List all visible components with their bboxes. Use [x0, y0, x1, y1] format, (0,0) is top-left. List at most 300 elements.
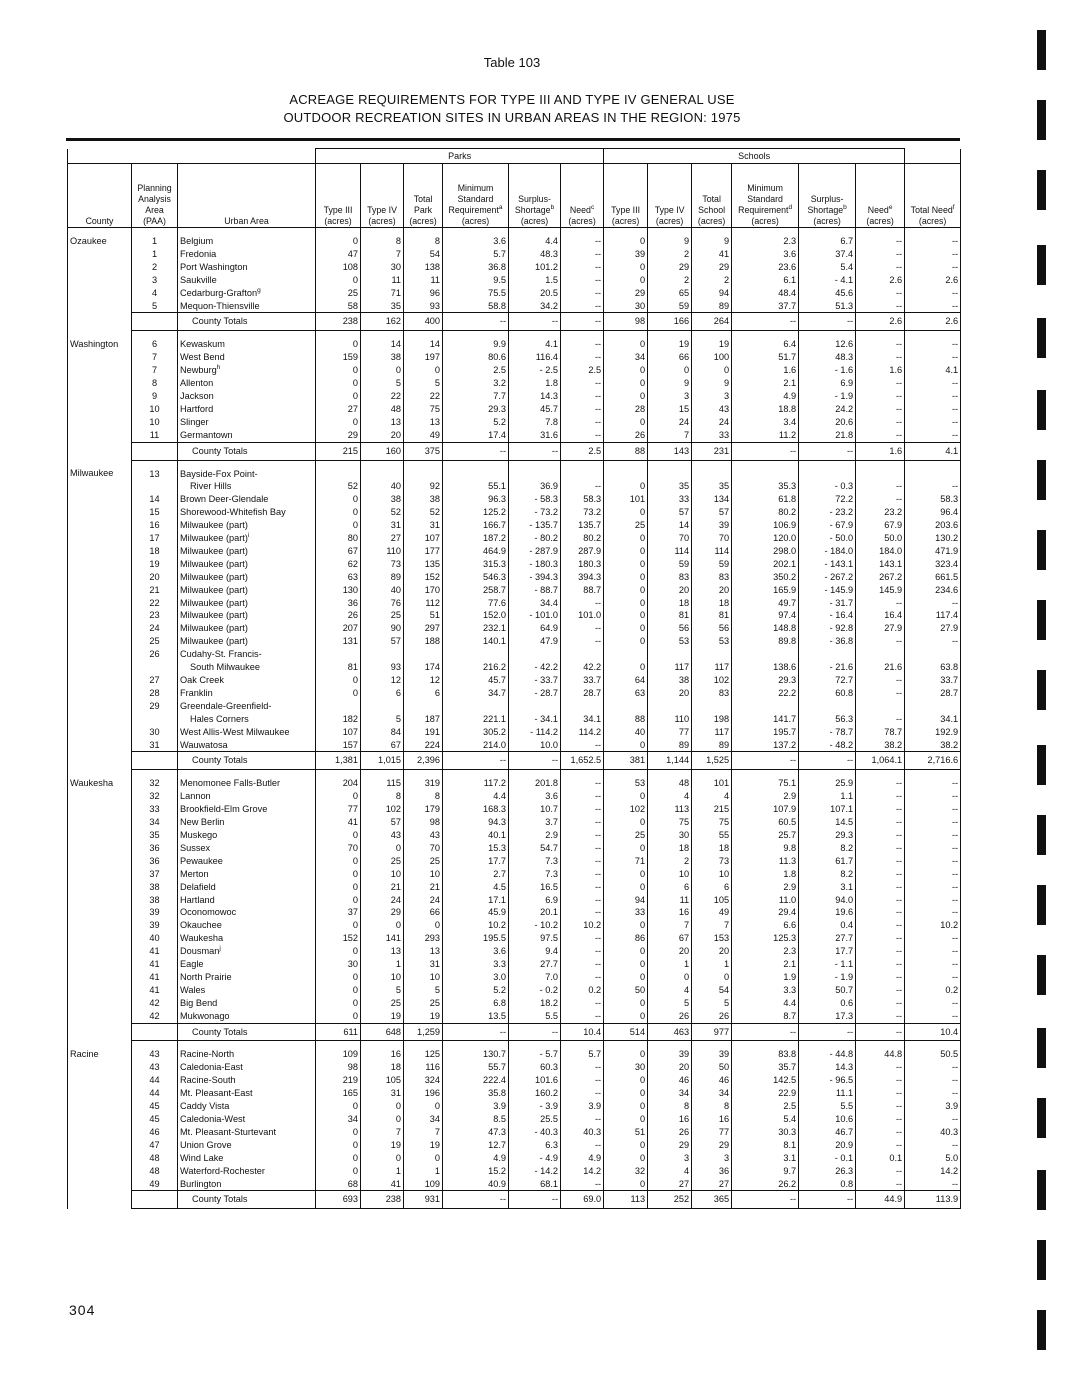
value-cell: 52	[316, 480, 361, 493]
value-cell: --	[856, 816, 905, 829]
paa-cell: 1	[132, 248, 178, 261]
value-cell: 40.3	[905, 1126, 961, 1139]
paa-cell	[132, 1191, 178, 1209]
value-cell: 0	[648, 364, 692, 377]
value-cell: 4	[648, 1165, 692, 1178]
value-cell: 53	[692, 635, 732, 648]
value-cell: 141.7	[732, 713, 799, 726]
value-cell	[404, 700, 443, 713]
value-cell: 70	[692, 532, 732, 545]
urban-area-cell: Milwaukee (part)	[178, 622, 316, 635]
value-cell: 39	[692, 1041, 732, 1061]
county-cell	[68, 364, 132, 377]
value-cell: 110	[648, 713, 692, 726]
urban-area-cell: Belgium	[178, 228, 316, 248]
value-cell: 4.1	[905, 364, 961, 377]
paa-cell: 29	[132, 700, 178, 713]
paa-cell: 32	[132, 790, 178, 803]
total-value-cell: 463	[648, 1023, 692, 1041]
value-cell	[316, 460, 361, 480]
value-cell: 6.3	[509, 1139, 561, 1152]
value-cell: 34	[404, 1113, 443, 1126]
value-cell: --	[856, 300, 905, 313]
value-cell: - 34.1	[509, 713, 561, 726]
county-totals-row	[68, 1191, 961, 1209]
margin-bar	[1037, 1028, 1046, 1068]
value-cell: 546.3	[443, 571, 509, 584]
value-cell: 22	[404, 390, 443, 403]
value-cell	[905, 700, 961, 713]
table-row	[68, 881, 961, 894]
value-cell: 0	[316, 829, 361, 842]
value-cell: 152.0	[443, 609, 509, 622]
value-cell: 10	[404, 971, 443, 984]
paa-cell: 41	[132, 958, 178, 971]
value-cell: 58.8	[443, 300, 509, 313]
county-cell	[68, 687, 132, 700]
col-school-type3: Type III (acres)	[604, 164, 648, 228]
urban-area-cell: South Milwaukee	[178, 661, 316, 674]
value-cell: 293	[404, 932, 443, 945]
value-cell: 16	[648, 906, 692, 919]
value-cell: 10	[692, 868, 732, 881]
value-cell: 17.3	[799, 1010, 856, 1023]
value-cell: 108	[316, 261, 361, 274]
county-cell	[68, 855, 132, 868]
value-cell: 18	[361, 1061, 404, 1074]
value-cell: 90	[361, 622, 404, 635]
value-cell: 41	[692, 248, 732, 261]
value-cell: 1.8	[509, 377, 561, 390]
value-cell: --	[561, 739, 604, 752]
paa-cell: 1	[132, 228, 178, 248]
value-cell: 36	[692, 1165, 732, 1178]
value-cell: 5	[361, 713, 404, 726]
urban-area-cell: Slinger	[178, 416, 316, 429]
value-cell: 43	[404, 829, 443, 842]
value-cell: 45.7	[509, 403, 561, 416]
total-value-cell: 977	[692, 1023, 732, 1041]
value-cell: 0	[604, 1113, 648, 1126]
value-cell: - 78.7	[799, 726, 856, 739]
value-cell: 50.7	[799, 984, 856, 997]
value-cell: 1.6	[732, 364, 799, 377]
total-value-cell: 88	[604, 442, 648, 460]
value-cell: 3.2	[443, 377, 509, 390]
value-cell: 0	[604, 377, 648, 390]
value-cell: 232.1	[443, 622, 509, 635]
total-value-cell: --	[732, 752, 799, 770]
value-cell: --	[561, 1061, 604, 1074]
value-cell: --	[856, 932, 905, 945]
value-cell: 25	[361, 855, 404, 868]
margin-bar	[1037, 1098, 1046, 1138]
value-cell: - 1.1	[799, 958, 856, 971]
schools-group-header: Schools	[604, 149, 905, 164]
value-cell: 102	[361, 803, 404, 816]
col-park-type3: Type III (acres)	[316, 164, 361, 228]
total-value-cell: 611	[316, 1023, 361, 1041]
paa-cell: 42	[132, 997, 178, 1010]
value-cell: 187	[404, 713, 443, 726]
margin-bar	[1037, 318, 1046, 358]
total-value-cell: 238	[361, 1191, 404, 1209]
value-cell: 75	[648, 816, 692, 829]
value-cell: 179	[404, 803, 443, 816]
value-cell: 28	[604, 403, 648, 416]
paa-cell: 4	[132, 287, 178, 300]
total-value-cell: 2.5	[561, 442, 604, 460]
paa-cell: 44	[132, 1087, 178, 1100]
value-cell: 48.3	[509, 248, 561, 261]
paa-cell: 43	[132, 1041, 178, 1061]
table-row	[68, 228, 961, 248]
value-cell: --	[905, 945, 961, 958]
value-cell: 5	[648, 997, 692, 1010]
value-cell: - 267.2	[799, 571, 856, 584]
value-cell: 23.6	[732, 261, 799, 274]
value-cell: 97.5	[509, 932, 561, 945]
value-cell: 10.6	[799, 1113, 856, 1126]
paa-cell: 40	[132, 932, 178, 945]
value-cell: 137.2	[732, 739, 799, 752]
value-cell: 33	[692, 429, 732, 442]
table-row	[68, 894, 961, 907]
value-cell	[561, 700, 604, 713]
value-cell: --	[905, 842, 961, 855]
col-total-need: Total Need$^f$ (acres)	[905, 164, 961, 228]
value-cell: 19	[692, 331, 732, 351]
county-cell	[68, 519, 132, 532]
urban-area-cell: North Prairie	[178, 971, 316, 984]
value-cell: 135.7	[561, 519, 604, 532]
value-cell: --	[561, 1113, 604, 1126]
total-value-cell: 2,396	[404, 752, 443, 770]
value-cell: --	[561, 261, 604, 274]
value-cell: --	[561, 842, 604, 855]
table-row	[68, 855, 961, 868]
county-cell	[68, 945, 132, 958]
value-cell: 44.8	[856, 1041, 905, 1061]
value-cell: 35.8	[443, 1087, 509, 1100]
value-cell: 152	[316, 932, 361, 945]
value-cell: - 145.9	[799, 584, 856, 597]
value-cell: 94	[692, 287, 732, 300]
value-cell: 67	[648, 932, 692, 945]
table-row	[68, 842, 961, 855]
total-value-cell: 1,064.1	[856, 752, 905, 770]
value-cell: 13	[361, 416, 404, 429]
value-cell: 24	[361, 894, 404, 907]
col-park-type4: Type IV (acres)	[361, 164, 404, 228]
value-cell	[361, 700, 404, 713]
value-cell: --	[856, 1139, 905, 1152]
urban-area-cell: Milwaukee (part)$^i$	[178, 532, 316, 545]
total-value-cell: 162	[361, 313, 404, 331]
value-cell: 80.2	[561, 532, 604, 545]
county-cell	[68, 958, 132, 971]
value-cell: 7	[692, 919, 732, 932]
value-cell: 80.2	[732, 506, 799, 519]
value-cell: 196	[404, 1087, 443, 1100]
value-cell: 224	[404, 739, 443, 752]
value-cell: 1.8	[732, 868, 799, 881]
table-row	[68, 713, 961, 726]
value-cell: --	[905, 1087, 961, 1100]
value-cell: 0	[316, 377, 361, 390]
total-value-cell: 400	[404, 313, 443, 331]
paa-cell: 10	[132, 403, 178, 416]
value-cell: 56	[692, 622, 732, 635]
value-cell: 0	[316, 1152, 361, 1165]
value-cell: --	[856, 377, 905, 390]
paa-cell: 28	[132, 687, 178, 700]
table-row	[68, 1010, 961, 1023]
value-cell: 29	[692, 261, 732, 274]
county-cell	[68, 713, 132, 726]
table-row	[68, 506, 961, 519]
value-cell: 19	[361, 1139, 404, 1152]
value-cell: --	[905, 932, 961, 945]
total-value-cell: --	[509, 442, 561, 460]
value-cell: 1.9	[732, 971, 799, 984]
value-cell: 0	[604, 958, 648, 971]
value-cell: --	[856, 390, 905, 403]
value-cell	[404, 460, 443, 480]
value-cell: 21	[404, 881, 443, 894]
value-cell: 0	[604, 739, 648, 752]
value-cell: 48	[361, 403, 404, 416]
value-cell: 50.0	[856, 532, 905, 545]
paa-cell: 7	[132, 351, 178, 364]
county-cell	[68, 661, 132, 674]
value-cell: 17.4	[443, 429, 509, 442]
urban-area-cell: Franklin	[178, 687, 316, 700]
urban-area-cell: Cudahy-St. Francis-	[178, 648, 316, 661]
value-cell: 71	[604, 855, 648, 868]
table-row	[68, 635, 961, 648]
value-cell: 0	[316, 1126, 361, 1139]
county-cell	[68, 1010, 132, 1023]
value-cell: 40.1	[443, 829, 509, 842]
value-cell: 43	[361, 829, 404, 842]
county-cell	[68, 984, 132, 997]
urban-area-cell: Oconomowoc	[178, 906, 316, 919]
value-cell: 25	[604, 519, 648, 532]
value-cell: - 1.9	[799, 390, 856, 403]
value-cell: 18	[692, 842, 732, 855]
totals-label: County Totals	[178, 442, 316, 460]
urban-area-cell: West Bend	[178, 351, 316, 364]
value-cell: - 92.8	[799, 622, 856, 635]
value-cell: --	[561, 803, 604, 816]
table-row	[68, 377, 961, 390]
value-cell: 29	[604, 287, 648, 300]
value-cell: --	[561, 274, 604, 287]
urban-area-cell: Port Washington	[178, 261, 316, 274]
value-cell: 0	[604, 1139, 648, 1152]
value-cell: 102	[692, 674, 732, 687]
paa-cell	[132, 313, 178, 331]
value-cell: 125.2	[443, 506, 509, 519]
value-cell: 5.5	[509, 1010, 561, 1023]
value-cell: 6.9	[509, 894, 561, 907]
value-cell: 10.0	[509, 739, 561, 752]
value-cell: 36	[316, 597, 361, 610]
value-cell: 0	[604, 480, 648, 493]
urban-area-cell: Merton	[178, 868, 316, 881]
paa-cell: 10	[132, 416, 178, 429]
value-cell: 471.9	[905, 545, 961, 558]
value-cell: 4.9	[561, 1152, 604, 1165]
value-cell: 68	[316, 1178, 361, 1191]
totals-label: County Totals	[178, 1191, 316, 1209]
value-cell: 1	[361, 1165, 404, 1178]
value-cell: 51	[604, 1126, 648, 1139]
value-cell: 29	[692, 1139, 732, 1152]
value-cell: 77	[316, 803, 361, 816]
value-cell: 1	[692, 958, 732, 971]
value-cell	[443, 460, 509, 480]
urban-area-cell: Milwaukee (part)	[178, 609, 316, 622]
value-cell: --	[856, 829, 905, 842]
value-cell: 18	[692, 597, 732, 610]
value-cell: --	[856, 248, 905, 261]
value-cell: --	[856, 868, 905, 881]
value-cell: 0	[316, 1139, 361, 1152]
margin-bar	[1037, 530, 1046, 570]
value-cell: --	[561, 287, 604, 300]
county-totals-row	[68, 313, 961, 331]
value-cell: --	[561, 416, 604, 429]
value-cell: 61.7	[799, 855, 856, 868]
value-cell: 15.3	[443, 842, 509, 855]
value-cell: 109	[316, 1041, 361, 1061]
total-value-cell: --	[732, 1191, 799, 1209]
value-cell: --	[561, 770, 604, 790]
value-cell: --	[561, 894, 604, 907]
value-cell: 110	[361, 545, 404, 558]
value-cell: 29	[361, 906, 404, 919]
value-cell: 5.0	[905, 1152, 961, 1165]
urban-area-cell: Milwaukee (part)	[178, 545, 316, 558]
value-cell: 3	[648, 1152, 692, 1165]
value-cell: - 114.2	[509, 726, 561, 739]
value-cell: 170	[404, 584, 443, 597]
value-cell	[856, 460, 905, 480]
urban-area-cell: Waukesha	[178, 932, 316, 945]
value-cell: 67.9	[856, 519, 905, 532]
value-cell: 116	[404, 1061, 443, 1074]
value-cell: 11.1	[799, 1087, 856, 1100]
value-cell: 14.2	[561, 1165, 604, 1178]
value-cell: - 287.9	[509, 545, 561, 558]
value-cell: --	[561, 932, 604, 945]
value-cell: 324	[404, 1074, 443, 1087]
value-cell: 18	[648, 597, 692, 610]
value-cell: - 48.2	[799, 739, 856, 752]
urban-area-cell: Delafield	[178, 881, 316, 894]
value-cell: 101	[692, 770, 732, 790]
county-cell	[68, 558, 132, 571]
value-cell: 54	[404, 248, 443, 261]
value-cell: 26.3	[799, 1165, 856, 1178]
value-cell: 157	[316, 739, 361, 752]
value-cell: --	[905, 894, 961, 907]
value-cell: 0	[316, 971, 361, 984]
value-cell: 0	[404, 1152, 443, 1165]
value-cell: 49	[692, 906, 732, 919]
value-cell: --	[905, 770, 961, 790]
county-cell	[68, 881, 132, 894]
value-cell: 29.3	[799, 829, 856, 842]
table-row	[68, 945, 961, 958]
value-cell: 258.7	[443, 584, 509, 597]
value-cell: 0	[316, 984, 361, 997]
value-cell: 16	[692, 1113, 732, 1126]
table-row	[68, 1113, 961, 1126]
county-cell	[68, 919, 132, 932]
value-cell: 2	[648, 855, 692, 868]
value-cell: 0	[604, 881, 648, 894]
value-cell	[799, 460, 856, 480]
value-cell: - 0.3	[799, 480, 856, 493]
value-cell: 73.2	[561, 506, 604, 519]
value-cell	[905, 648, 961, 661]
urban-area-cell: Big Bend	[178, 997, 316, 1010]
urban-area-cell: Caledonia-West	[178, 1113, 316, 1126]
value-cell: 20.6	[799, 416, 856, 429]
value-cell: 49	[404, 429, 443, 442]
value-cell: 3.4	[732, 416, 799, 429]
value-cell: 4	[648, 984, 692, 997]
paa-cell: 9	[132, 390, 178, 403]
value-cell: 34.4	[509, 597, 561, 610]
value-cell: 3.7	[509, 816, 561, 829]
value-cell: --	[561, 351, 604, 364]
paa-cell: 3	[132, 274, 178, 287]
value-cell: 8	[404, 790, 443, 803]
total-value-cell: 252	[648, 1191, 692, 1209]
value-cell: 0	[604, 971, 648, 984]
value-cell: 5.7	[561, 1041, 604, 1061]
value-cell: 94.3	[443, 816, 509, 829]
value-cell: 38	[404, 493, 443, 506]
value-cell: 114.2	[561, 726, 604, 739]
value-cell: --	[905, 1139, 961, 1152]
value-cell: 98	[404, 816, 443, 829]
acreage-table	[67, 148, 961, 1209]
value-cell: - 135.7	[509, 519, 561, 532]
county-cell: Ozaukee	[68, 228, 132, 248]
value-cell: 36.8	[443, 261, 509, 274]
paa-cell: 44	[132, 1074, 178, 1087]
value-cell: 0	[316, 997, 361, 1010]
value-cell: 6.6	[732, 919, 799, 932]
value-cell: 84	[361, 726, 404, 739]
table-row	[68, 274, 961, 287]
value-cell: 16.5	[509, 881, 561, 894]
urban-area-cell: Menomonee Falls-Butler	[178, 770, 316, 790]
value-cell: 0	[604, 597, 648, 610]
value-cell: 89	[361, 571, 404, 584]
county-cell	[68, 506, 132, 519]
value-cell: 14.5	[799, 816, 856, 829]
value-cell: 16	[648, 1113, 692, 1126]
value-cell: 13	[404, 945, 443, 958]
paa-cell: 16	[132, 519, 178, 532]
value-cell: 4.5	[443, 881, 509, 894]
